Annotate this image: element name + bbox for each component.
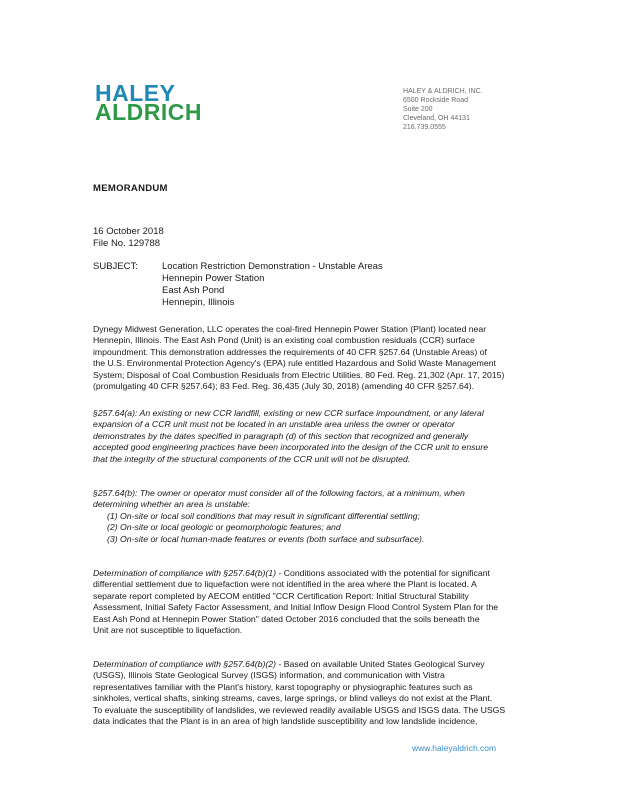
subject-line: Hennepin, Illinois	[162, 297, 235, 308]
list-item: (2) On-site or local geologic or geomorphologic features; and	[107, 522, 341, 533]
compliance-b2-lead: Determination of compliance with §257.64(b)(2)	[93, 659, 277, 669]
text-line: determining whether an area is unstable:	[93, 499, 250, 510]
logo-line-aldrich: ALDRICH	[95, 99, 202, 125]
footer-website-link[interactable]: www.haleyaldrich.com	[412, 743, 497, 753]
compliance-b1-lead: Determination of compliance with §257.64(b)(1)	[93, 568, 277, 578]
address-line: 6500 Rockside Road	[403, 97, 468, 104]
text-line: §257.64(a): An existing or new CCR landfill, existing or new CCR surface impoundment, or any lateral	[93, 408, 484, 418]
text-line: East Ash Pond at Hennepin Power Station" dated October 2016 concluded that the soils beneath the	[93, 613, 480, 624]
text-line	[93, 568, 533, 579]
memo-date-block	[93, 226, 164, 250]
intro-paragraph	[93, 324, 533, 392]
regulation-257-64a-paragraph	[93, 408, 533, 465]
text-line: expansion of a CCR unit must not be located in an unstable area unless the owner or operator	[93, 419, 455, 430]
text-line: demonstrates by the dates specified in paragraph (d) of this section that recognized and generally	[93, 430, 469, 441]
company-address	[403, 87, 483, 132]
subject-line: East Ash Pond	[162, 285, 225, 296]
regulation-257-64b-paragraph	[93, 488, 533, 545]
text-line	[93, 659, 533, 670]
address-line: HALEY & ALDRICH, INC.	[403, 88, 483, 95]
address-line: Cleveland, OH 44131	[403, 115, 470, 122]
text-line: (USGS), Illinois State Geological Survey (ISGS) information, and communication with Vistra	[93, 670, 445, 681]
memo-date: 16 October 2018	[93, 226, 164, 237]
compliance-b2-text: - Based on available United States Geological Survey	[276, 659, 485, 669]
text-line: impoundment. This demonstration addresses the requirements of 40 CFR §257.64 (Unstable Areas) of	[93, 346, 487, 357]
text-line: System; Disposal of Coal Combustion Residuals from Electric Utilities. 80 Fed. Reg. 21,302 (Apr. 17, 2015)	[93, 369, 505, 380]
subject-lines	[162, 261, 383, 309]
text-line: (promulgating 40 CFR §257.64); 83 Fed. Reg. 36,435 (July 30, 2018) (amending 40 CFR §257.64).	[93, 381, 475, 392]
text-line: §257.64(b): The owner or operator must consider all of the following factors, at a minimum, when	[93, 488, 465, 498]
text-line: differential settlement due to liquefaction were not identified in the area where the Plant is located. A	[93, 579, 477, 590]
text-line: Assessment, Initial Safety Factor Assessment, and Initial Inflow Design Flood Control System Plan for the	[93, 602, 499, 613]
compliance-b2-paragraph	[93, 659, 533, 727]
text-line: Dynegy Midwest Generation, LLC operates the coal-fired Hennepin Power Station (Plant) located near	[93, 324, 487, 334]
logo-line-haley: HALEY	[95, 80, 176, 106]
compliance-b1-text: - Conditions associated with the potential for significant	[276, 568, 490, 578]
file-number: File No. 129788	[93, 238, 161, 249]
text-line: accepted good engineering practices have been incorporated into the design of the CCR unit to ensure	[93, 442, 489, 453]
text-line: Hennepin, Illinois. The East Ash Pond (Unit) is an existing coal combustion residuals (CCR) surface	[93, 335, 475, 346]
text-line: the U.S. Environmental Protection Agency's (EPA) rule entitled Hazardous and Solid Waste Management	[93, 358, 496, 369]
text-line: To evaluate the susceptibility of landslides, we reviewed readily available USGS and ISGS data. The USGS	[93, 704, 506, 715]
subject-line: Hennepin Power Station	[162, 273, 265, 284]
address-line: Suite 200	[403, 106, 433, 113]
subject-label: SUBJECT:	[93, 261, 138, 272]
text-line: Unit are not susceptible to liquefaction.	[93, 625, 243, 636]
address-line: 216.739.0555	[403, 124, 446, 131]
text-line: data indicates that the Plant is in an area of high landslide susceptibility and low landslide incidence,	[93, 716, 478, 727]
company-logo	[95, 80, 225, 125]
subject-line: Location Restriction Demonstration - Unstable Areas	[162, 261, 383, 272]
text-line: separate report completed by AECOM entitled "CCR Certification Report: Initial Structural Stability	[93, 590, 469, 601]
list-item: (1) On-site or local soil conditions that may result in significant differential settling;	[107, 510, 420, 521]
text-line: that the integrity of the structural components of the CCR unit will not be disrupted.	[93, 453, 411, 464]
text-line: sinkholes, vertical shafts, sinking streams, caves, large springs, or blind valleys do not exist at the Plant.	[93, 693, 493, 704]
memo-title: MEMORANDUM	[93, 183, 168, 194]
text-line: representatives familiar with the Plant's history, karst topography or physiographic features such as	[93, 681, 473, 692]
compliance-b1-paragraph	[93, 568, 533, 636]
list-item: (3) On-site or local human-made features or events (both surface and subsurface).	[107, 533, 425, 544]
